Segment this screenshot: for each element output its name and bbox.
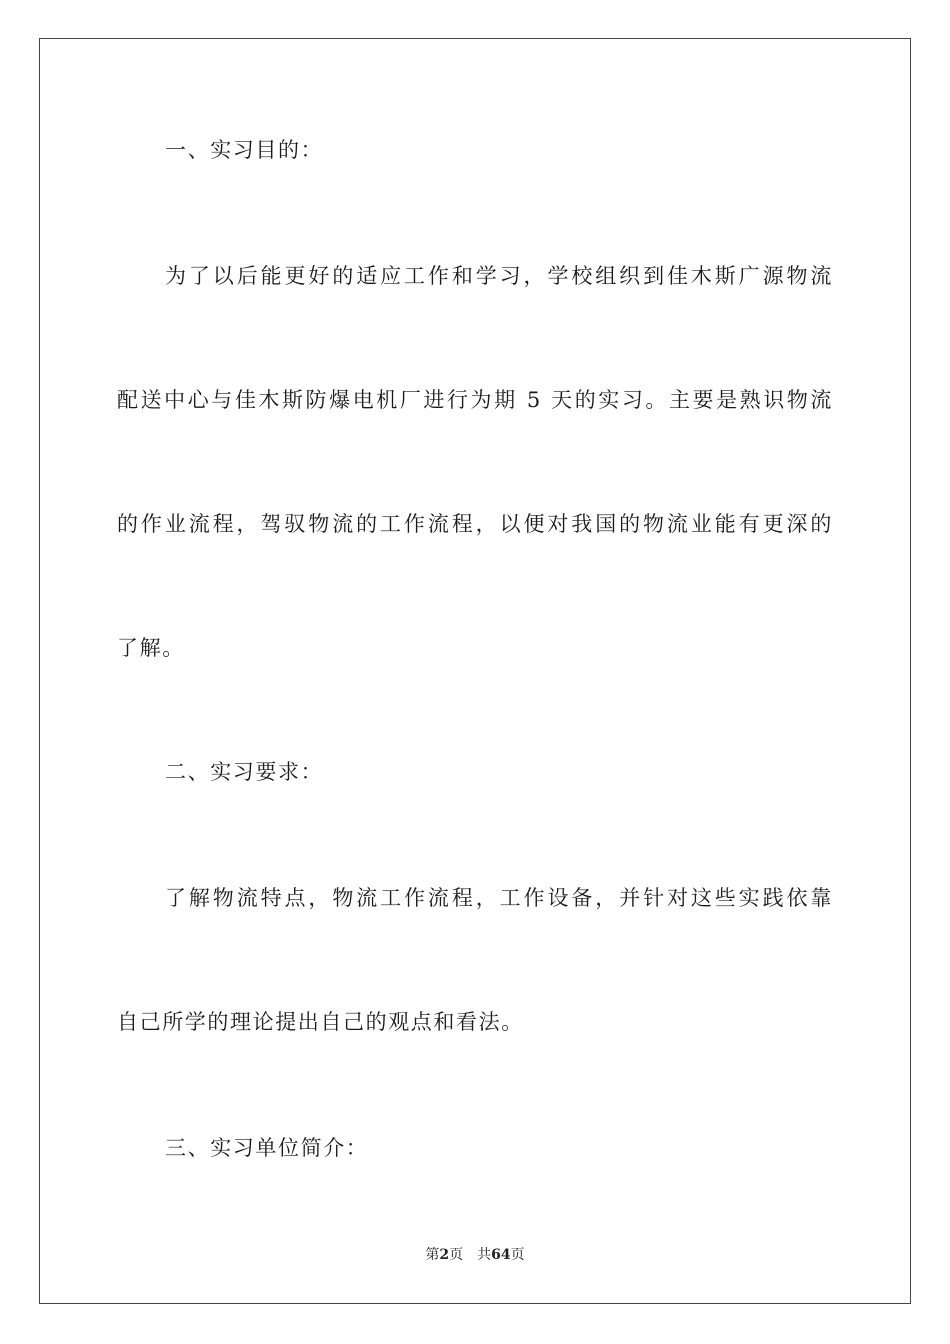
paragraph-line: 配送中心与佳木斯防爆电机厂进行为期 5 天的实习。主要是熟识物流 bbox=[117, 388, 833, 412]
paragraph-line: 自己所学的理论提出自己的观点和看法。 bbox=[117, 1010, 524, 1034]
page-number: 2 bbox=[439, 1247, 450, 1263]
paragraph-line: 了解。 bbox=[117, 636, 185, 660]
total-suffix: 页 bbox=[510, 1247, 525, 1263]
heading-practice-requirements: 二、实习要求： bbox=[165, 760, 324, 784]
page-border bbox=[39, 38, 911, 1304]
paragraph-line: 为了以后能更好的适应工作和学习，学校组织到佳木斯广源物流 bbox=[165, 264, 833, 288]
page-footer bbox=[0, 1245, 950, 1265]
total-pages: 64 bbox=[491, 1247, 511, 1263]
page-prefix: 第 bbox=[425, 1247, 440, 1263]
heading-practice-unit-intro: 三、实习单位简介： bbox=[165, 1136, 369, 1160]
paragraph-line: 了解物流特点，物流工作流程，工作设备，并针对这些实践依靠 bbox=[165, 886, 833, 910]
paragraph-line: 的作业流程，驾驭物流的工作流程，以便对我国的物流业能有更深的 bbox=[117, 512, 833, 536]
page-suffix: 页 bbox=[449, 1247, 464, 1263]
total-prefix: 共 bbox=[477, 1247, 492, 1263]
heading-practice-purpose: 一、实习目的： bbox=[165, 138, 324, 162]
